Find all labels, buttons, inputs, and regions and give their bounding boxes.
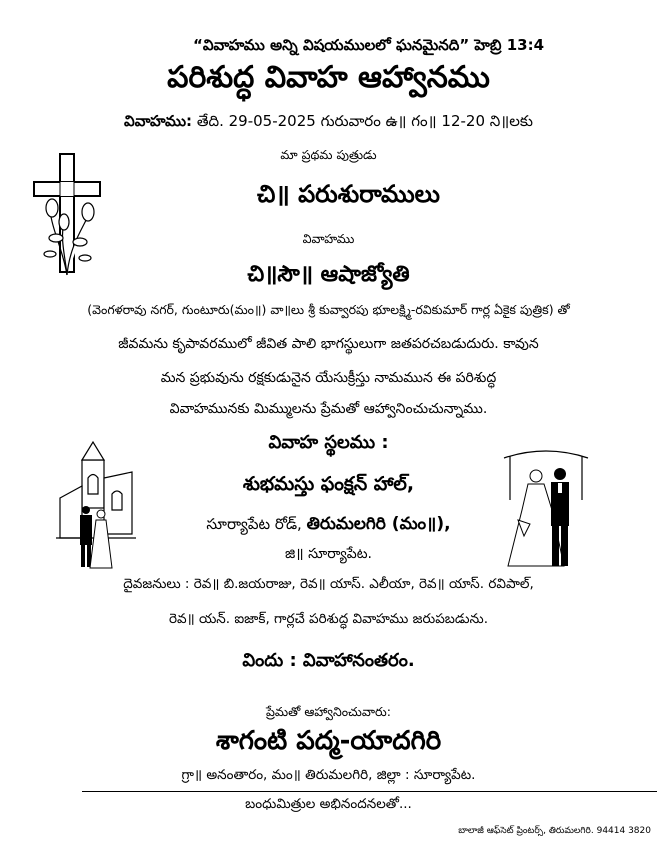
groom-name: చి॥ పరుశురాములు (257, 180, 440, 208)
inviters-label: ప్రేమతో ఆహ్వానించువారు: (266, 704, 391, 719)
bible-verse: “వివాహము అన్ని విషయములలో ఘనమైనది” హెబ్రి 13:4 (192, 36, 545, 54)
invitation-title: పరిశుద్ధ వివాహ ఆహ్వానము (167, 60, 490, 95)
church-wedding-couple-icon (52, 438, 138, 570)
inviters-village: గ్రా॥ అనంతారం, మం॥ తిరుమలగిరి, జిల్లా : సూర్యాపేట. (181, 767, 476, 783)
cross-with-lilies-icon (30, 150, 108, 280)
venue-road: సూర్యాపేట రోడ్, (206, 515, 307, 533)
bride-parents: (వెంగళరావు నగర్, గుంటూరు(మం॥) వా॥లు శ్రీ కువ్వారపు భూలక్ష్మి-రవికుమార్ గార్ల ఏకైక పుత్రిక) తో (87, 302, 570, 317)
inviting-family: శాగంటి పద్మ-యాదగిరి (215, 726, 442, 756)
date-text: తేది. 29-05-2025 గురువారం ఉ॥ గం॥ 12-20 ని॥లకు (192, 112, 533, 130)
venue-hall: శుభమస్తు ఫంక్షన్ హాల్, (242, 473, 415, 495)
bride-groom-canopy-icon (500, 440, 592, 570)
venue-district: జి॥ సూర్యాపేట. (285, 546, 372, 562)
bride-intro: వివాహము (302, 231, 355, 246)
venue-town: తిరుమలగిరి (మం॥), (306, 514, 451, 534)
wedding-date-line (0, 112, 657, 134)
venue-heading: వివాహ స్థలము : (268, 432, 389, 453)
invitation-body-line-2: మన ప్రభువును రక్షకుడునైన యేసుక్రీస్తు నామమున ఈ పరిశుద్ధ (160, 370, 497, 386)
feast-line: విందు : వివాహానంతరం. (242, 650, 415, 671)
ministers-line-1: దైవజనులు : రెవ॥ బి.జయరాజు, రెవ॥ యాస్. ఎలీయా, రెవ॥ యాస్. రవిపాల్, (123, 576, 534, 592)
groom-intro: మా ప్రథమ పుత్రుడు (280, 147, 377, 162)
ministers-line-2: రెవ॥ యన్. ఐజాక్, గార్లచే పరిశుద్ధ వివాహము జరుపబడును. (168, 611, 489, 627)
date-label: వివాహము: (124, 112, 193, 130)
printer-credit: బాలాజీ ఆఫ్‌సెట్ ప్రింటర్స్, తిరుమలగిరి. 94414 3820 (458, 826, 651, 836)
invitation-body-line-1: జీవమను కృపావరములో జీవిత పాలి భాగస్థులుగా జతపరచబడుదురు. కావున (118, 336, 539, 352)
invitation-body-line-3: వివాహమునకు మిమ్ములను ప్రేమతో ఆహ్వానించుచున్నాము. (169, 401, 488, 417)
greeting-line: బంధుమిత్రుల అభినందనలతో... (245, 796, 412, 812)
bride-name: చి॥సౌ॥ ఆషాజ్యోతి (247, 262, 410, 287)
divider (82, 791, 657, 792)
